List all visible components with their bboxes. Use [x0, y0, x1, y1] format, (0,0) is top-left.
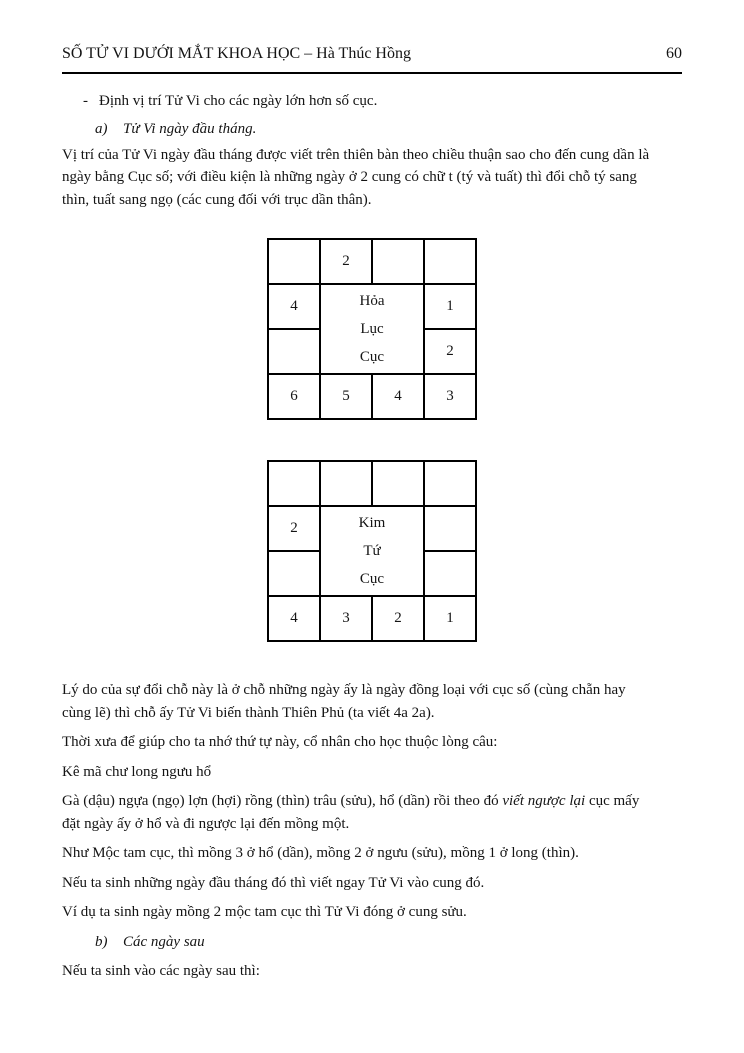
- table-cell: [268, 461, 320, 506]
- table-center-cell: [320, 284, 424, 374]
- table-cell: [268, 551, 320, 596]
- table-row: [268, 284, 476, 329]
- table-cell: 4: [268, 284, 320, 329]
- table-cell: 2: [372, 596, 424, 641]
- section-heading-a: [95, 118, 682, 140]
- table-cell: 2: [268, 506, 320, 551]
- section-heading-b: [95, 931, 682, 953]
- paragraph-lydo: [62, 679, 682, 724]
- table-cell: 1: [424, 596, 476, 641]
- table-cell: 4: [372, 374, 424, 419]
- table-cell: 3: [320, 596, 372, 641]
- section-title-b: Các ngày sau: [123, 933, 205, 950]
- book-title: SỐ TỬ VI DƯỚI MẮT KHOA HỌC – Hà Thúc Hồng: [62, 45, 411, 62]
- bullet-text: Định vị trí Tử Vi cho các ngày lớn hơn số cục.: [99, 93, 378, 109]
- table-row: [268, 374, 476, 419]
- table-row: [268, 506, 476, 551]
- paragraph-nhumoc: Như Mộc tam cục, thì mồng 3 ở hổ (dần), mồng 2 ở ngưu (sửu), mồng 1 ở long (thìn).: [62, 845, 579, 861]
- hoa-luc-cuc-grid: [267, 238, 477, 420]
- table-row: [268, 461, 476, 506]
- paragraph-line: Vị trí của Tử Vi ngày đầu tháng được viết trên thiên bàn theo chiều thuận sao cho đến cung dần là: [62, 146, 650, 163]
- paragraph-line: cùng lẽ) thì chỗ ấy Tử Vi biến thành Thiên Phủ (ta viết 4a 2a).: [62, 704, 435, 721]
- center-line: Tứ: [363, 543, 381, 559]
- table-cell: 1: [424, 284, 476, 329]
- table-cell: 6: [268, 374, 320, 419]
- page-number: 60: [666, 45, 682, 62]
- center-line: Kim: [358, 515, 386, 531]
- paragraph-thoixua: Thời xưa để giúp cho ta nhớ thứ tự này, cổ nhân cho học thuộc lòng câu:: [62, 734, 498, 750]
- paragraph-line: thìn, tuất sang ngọ (các cung đối với trục dần thân).: [62, 191, 372, 208]
- section-label-a: a): [95, 120, 108, 137]
- text-segment: Gà (dậu) ngựa (ngọ) lợn (hợi) rồng (thìn) trâu (sửu), hổ (dần) rồi theo đó: [62, 793, 503, 809]
- table-row: [268, 239, 476, 284]
- paragraph-vidu: Ví dụ ta sinh ngày mồng 2 mộc tam cục thì Tử Vi đóng ở cung sửu.: [62, 904, 467, 920]
- table-cell: 2: [424, 329, 476, 374]
- italic-phrase: viết ngược lại: [502, 793, 586, 809]
- center-line: Hỏa: [359, 293, 385, 309]
- table-cell: [268, 239, 320, 284]
- center-line: Cục: [359, 349, 385, 365]
- paragraph-line: ngày bằng Cục số; với điều kiện là những ngày ở 2 cung có chữ t (tý và tuất) thì đổi chỗ tý sang: [62, 169, 637, 185]
- paragraph-neusinh2: Nếu ta sinh vào các ngày sau thì:: [62, 962, 260, 979]
- paragraph-ga: [62, 790, 682, 835]
- table-cell: [424, 506, 476, 551]
- table-cell: [372, 461, 424, 506]
- section-title-a: Tử Vi ngày đầu tháng.: [123, 120, 257, 137]
- paragraph-neusinh: Nếu ta sinh những ngày đầu tháng đó thì viết ngay Tử Vi vào cung đó.: [62, 874, 485, 891]
- table-cell: 5: [320, 374, 372, 419]
- table-center-cell: [320, 506, 424, 596]
- table-cell: [424, 461, 476, 506]
- bullet-dash: -: [83, 93, 88, 109]
- paragraph-line: đặt ngày ấy ở hổ và đi ngược lại đến mồng một.: [62, 815, 350, 832]
- paragraph-line: Lý do của sự đổi chỗ này là ở chỗ những ngày ấy là ngày đồng loại với cục số (cùng chẵn hay: [62, 682, 626, 698]
- table-cell: [320, 461, 372, 506]
- table-cell: [424, 239, 476, 284]
- table-cell: 2: [320, 239, 372, 284]
- table-cell: [424, 551, 476, 596]
- center-line: Lục: [360, 321, 384, 337]
- paragraph-kema: Kê mã chư long ngưu hổ: [62, 763, 212, 780]
- table-cell: [268, 329, 320, 374]
- table-cell: 4: [268, 596, 320, 641]
- table-row: [268, 596, 476, 641]
- center-line: Cục: [359, 571, 385, 587]
- kim-tu-cuc-grid: [267, 460, 477, 642]
- paragraph-vitri: [62, 144, 682, 212]
- table-cell: [372, 239, 424, 284]
- section-label-b: b): [95, 933, 108, 950]
- table-cell: 3: [424, 374, 476, 419]
- text-segment: cục mấy: [585, 793, 640, 809]
- bullet-item: [83, 90, 682, 113]
- page-header: [62, 44, 682, 74]
- paragraph-line: [62, 790, 682, 813]
